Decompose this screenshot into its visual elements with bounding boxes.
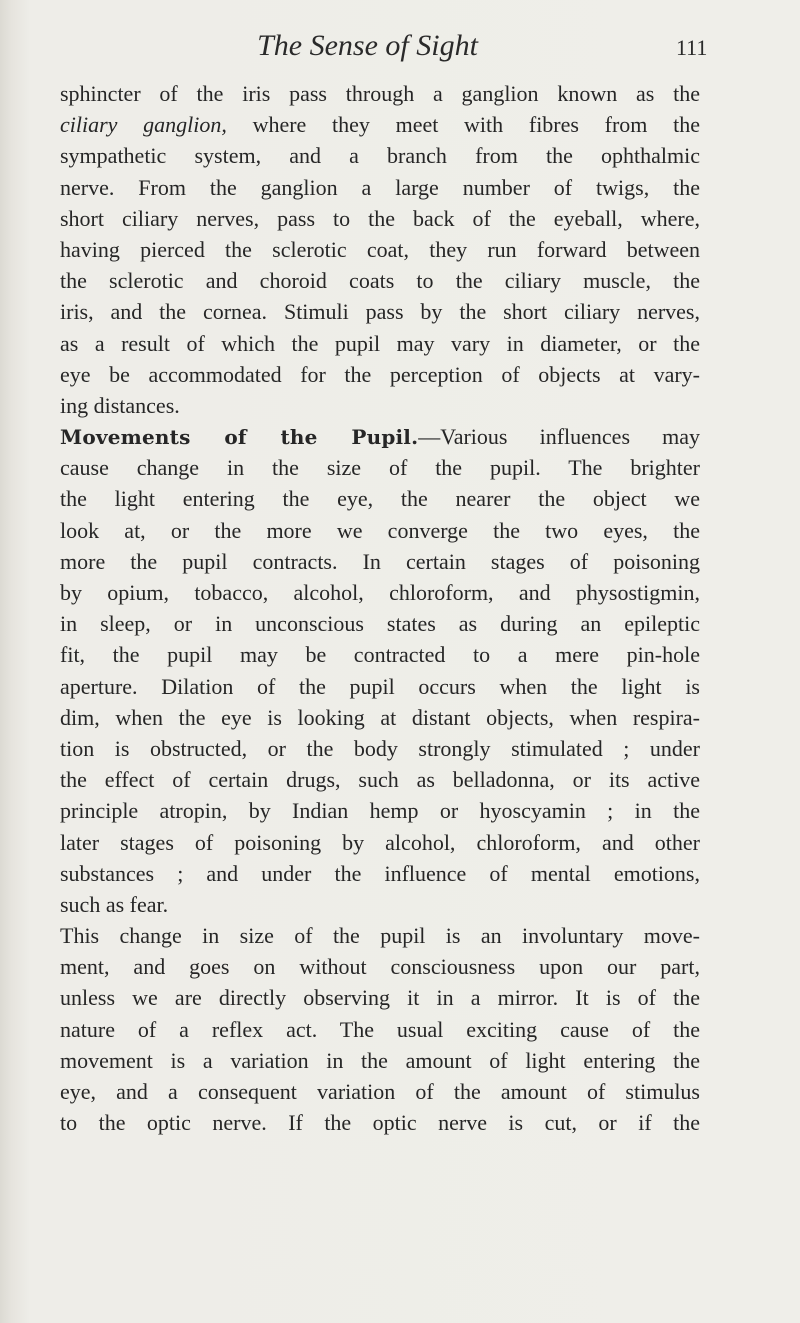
text-line (60, 421, 700, 452)
italic-term: ciliary ganglion, (60, 112, 227, 138)
text-line: look at, or the more we converge the two eyes, the (60, 517, 700, 543)
text-line: having pierced the sclerotic coat, they run forward between (60, 236, 700, 262)
body-text (60, 78, 700, 1138)
text-line: in sleep, or in unconscious states as during an epileptic (60, 611, 700, 637)
text-line: dim, when the eye is looking at distant objects, when respira- (60, 704, 700, 730)
text-line: ing distances. (60, 392, 180, 418)
text-line: tion is obstructed, or the body strongly stimulated ; under (60, 735, 700, 761)
text-line: unless we are directly observing it in a mirror. It is of the (60, 985, 700, 1011)
text-line: to the optic nerve. If the optic nerve is cut, or if the (60, 1110, 700, 1136)
text-line: principle atropin, by Indian hemp or hyoscyamin ; in the (60, 798, 700, 824)
text-line: substances ; and under the influence of mental emotions, (60, 860, 700, 886)
text-line: short ciliary nerves, pass to the back of the eyeball, where, (60, 205, 700, 231)
text-line: by opium, tobacco, alcohol, chloroform, and physostigmin, (60, 580, 700, 605)
text-line: eye be accommodated for the perception of objects at vary- (60, 361, 700, 387)
text-line: eye, and a consequent variation of the amount of stimulus (60, 1079, 700, 1104)
text-line: sphincter of the iris pass through a ganglion known as the (60, 81, 700, 106)
text-line: fit, the pupil may be contracted to a mere pin-hole (60, 642, 700, 668)
text-line: sympathetic system, and a branch from the ophthalmic (60, 143, 700, 169)
section-heading: Movements of the Pupil. (60, 425, 419, 450)
page-header (0, 26, 800, 66)
text-segment: —Various influences may (418, 424, 700, 450)
text-line: as a result of which the pupil may vary in diameter, or the (60, 330, 700, 356)
text-line: the light entering the eye, the nearer the object we (60, 486, 700, 512)
text-line: movement is a variation in the amount of light entering the (60, 1047, 700, 1073)
text-line: the effect of certain drugs, such as belladonna, or its active (60, 767, 700, 793)
text-line: aperture. Dilation of the pupil occurs when the light is (60, 673, 700, 699)
text-line (60, 109, 700, 140)
text-segment: where they meet with fibres from the (226, 112, 700, 138)
text-line: cause change in the size of the pupil. The brighter (60, 455, 700, 481)
text-line: nature of a reflex act. The usual exciting cause of the (60, 1016, 700, 1042)
running-title: The Sense of Sight (257, 29, 478, 62)
text-line: more the pupil contracts. In certain stages of poisoning (60, 548, 700, 574)
text-line: later stages of poisoning by alcohol, chloroform, and other (60, 829, 700, 855)
page-number: 111 (676, 35, 708, 60)
text-line: nerve. From the ganglion a large number of twigs, the (60, 174, 700, 200)
text-line: the sclerotic and choroid coats to the ciliary muscle, the (60, 268, 700, 294)
text-line: iris, and the cornea. Stimuli pass by the short ciliary nerves, (60, 299, 700, 325)
text-line: This change in size of the pupil is an involuntary move- (60, 923, 700, 949)
text-line: ment, and goes on without consciousness upon our part, (60, 954, 700, 980)
text-line: such as fear. (60, 891, 169, 917)
